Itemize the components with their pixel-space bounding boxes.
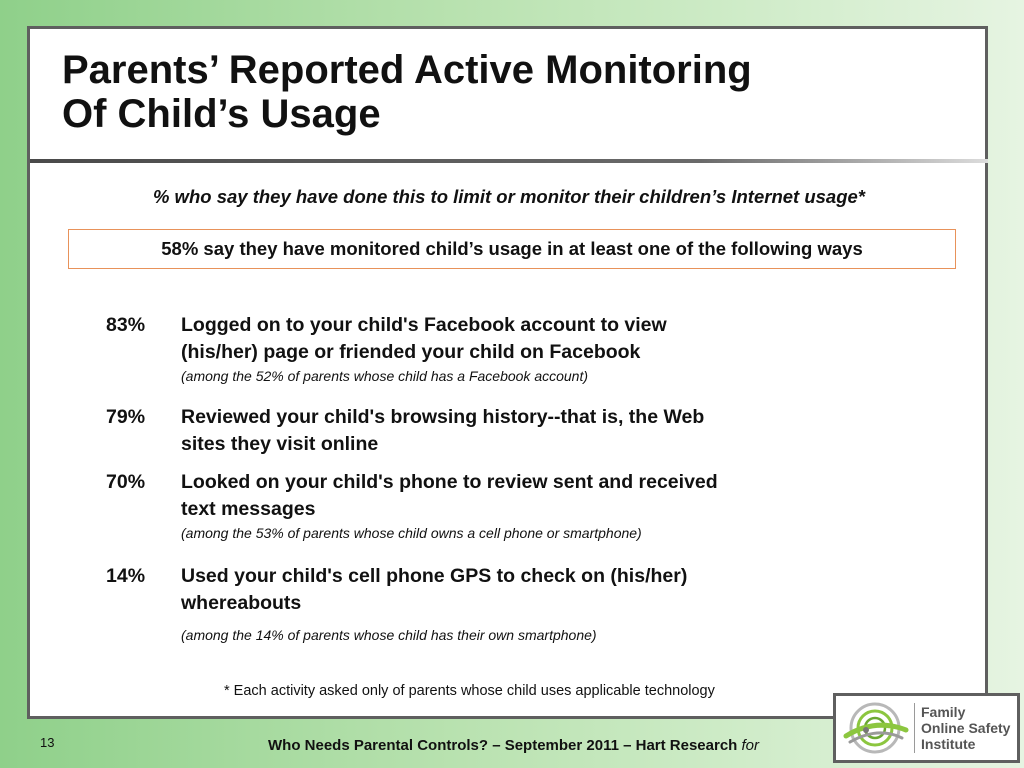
page-number: 13 (40, 735, 55, 750)
item-percentage: 70% (106, 471, 146, 493)
list-item (106, 469, 831, 543)
logo-divider (914, 703, 915, 753)
item-description: Used your child's cell phone GPS to check on (his/her) whereabouts (181, 565, 688, 614)
footer-source-suffix: for (741, 737, 760, 754)
footer-source-text: Who Needs Parental Controls? – September 2011 – Hart Research (268, 737, 738, 754)
footnote: * Each activity asked only of parents whose child uses applicable technology (224, 683, 715, 699)
item-percentage: 83% (106, 314, 146, 336)
list-item (106, 312, 831, 386)
item-percentage: 14% (106, 565, 146, 587)
fosi-logo-icon (840, 700, 910, 756)
summary-callout (68, 229, 956, 269)
item-description: Reviewed your child's browsing history--that is, the Web sites they visit online (181, 406, 705, 455)
list-item (106, 563, 831, 645)
item-description: Looked on your child's phone to review sent and received text messages (181, 471, 718, 520)
slide-subtitle: % who say they have done this to limit or monitor their children’s Internet usage* (152, 186, 866, 207)
item-description: Logged on to your child's Facebook account to view (his/her) page or friended your child on Facebook (181, 314, 667, 363)
footer-source (268, 737, 759, 754)
item-note: (among the 52% of parents whose child has a Facebook account) (181, 368, 589, 384)
list-item (106, 404, 831, 458)
item-percentage: 79% (106, 406, 146, 428)
item-note: (among the 53% of parents whose child owns a cell phone or smartphone) (181, 525, 642, 541)
title-divider (30, 159, 988, 163)
summary-callout-text: 58% say they have monitored child’s usage in at least one of the following ways (161, 238, 863, 259)
item-note: (among the 14% of parents whose child has their own smartphone) (181, 627, 597, 643)
slide-title: Parents’ Reported Active Monitoring Of Child’s Usage (62, 48, 752, 136)
logo-text: Family Online Safety Institute (921, 704, 1011, 752)
fosi-logo (833, 693, 1020, 763)
